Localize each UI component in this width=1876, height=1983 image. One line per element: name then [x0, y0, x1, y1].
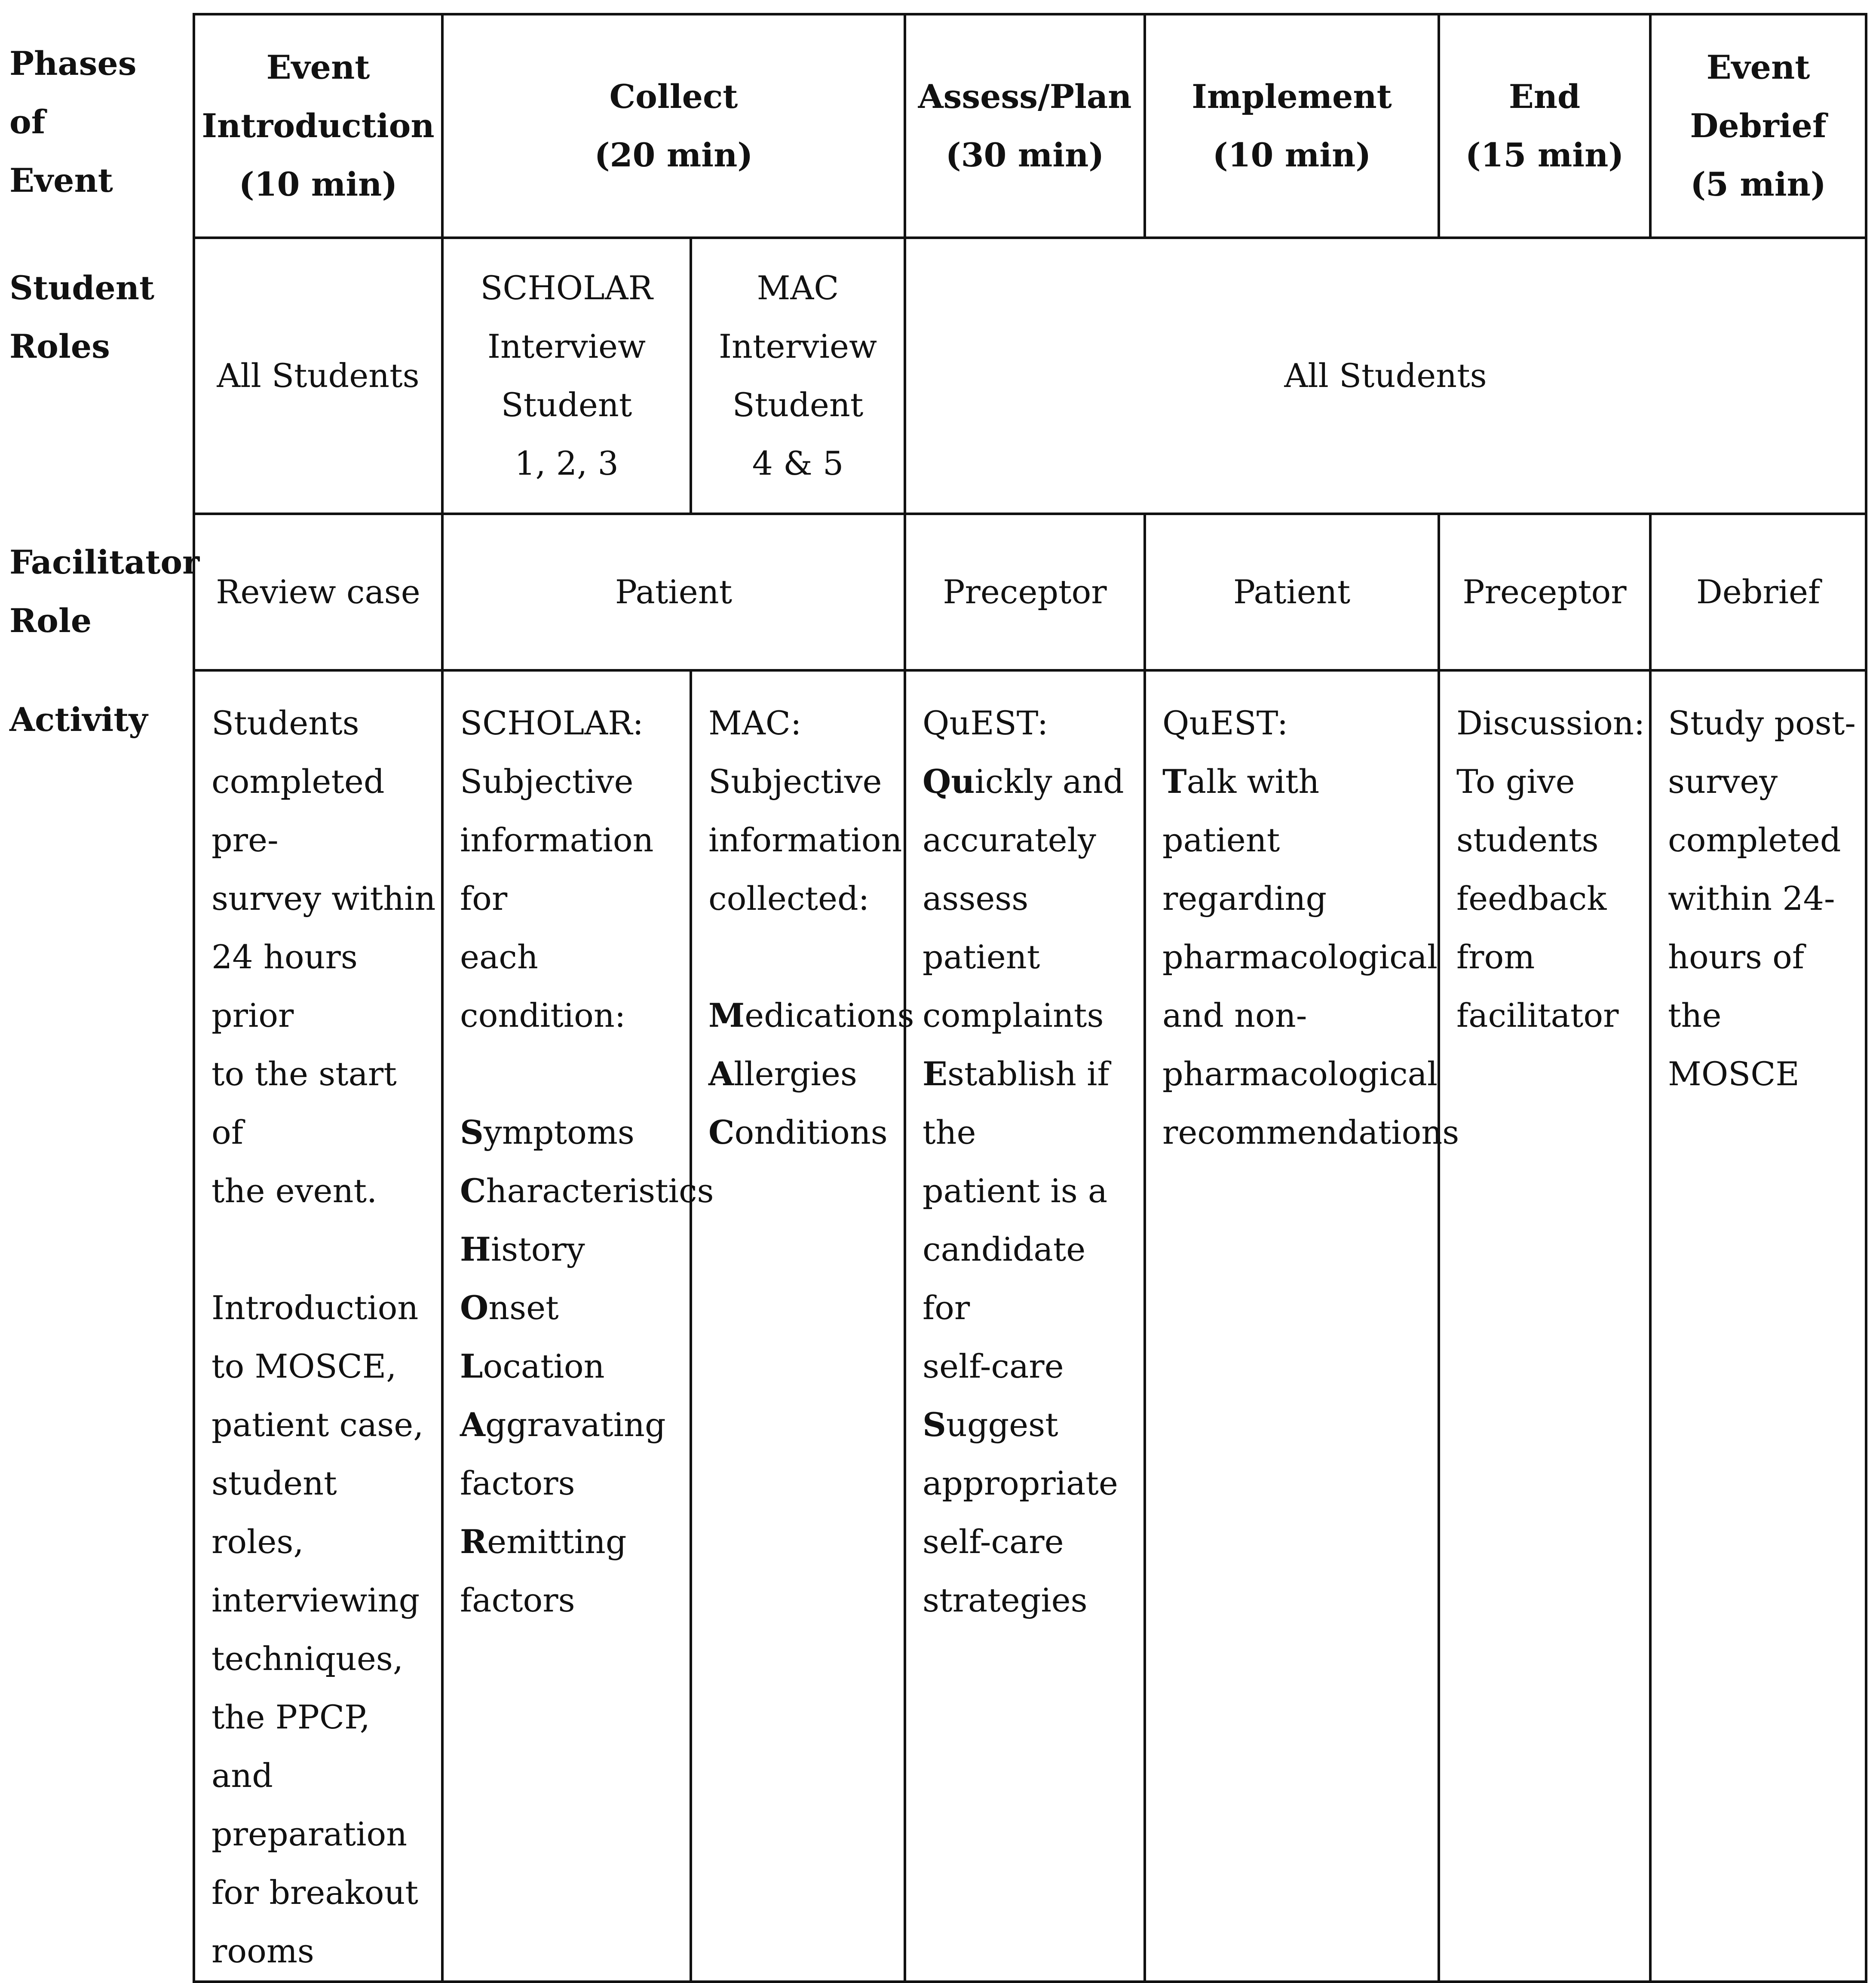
activity-debrief-line: hours of the: [1668, 938, 1805, 1034]
activity-scholar-line: information for: [460, 821, 654, 918]
mac-mnemonic-item: Medications: [708, 996, 914, 1034]
scholar-mnemonic-item: Characteristics: [460, 1172, 714, 1210]
role-mac-line: 4 & 5: [752, 444, 844, 482]
activity-intro-cell: [194, 670, 442, 1982]
activity-end-line: feedback: [1456, 879, 1607, 918]
role-mac-cell: [691, 238, 905, 514]
quest-assess-line: self-care: [923, 1523, 1064, 1561]
activity-end-cell: [1439, 670, 1650, 1982]
role-scholar-line: Student: [501, 386, 632, 424]
facil-implement-text: Patient: [1233, 573, 1351, 611]
activity-assess-cell: [905, 670, 1145, 1982]
phase-intro-line: (10 min): [239, 165, 398, 203]
role-scholar-line: SCHOLAR: [480, 269, 653, 307]
row-label-student-roles: [9, 259, 181, 376]
activity-intro-line: survey within: [212, 879, 436, 918]
facil-debrief-text: Debrief: [1696, 573, 1821, 611]
row-label-roles-line: Student: [9, 269, 155, 307]
facil-collect-text: Patient: [615, 573, 733, 611]
activity-intro-line: patient case,: [212, 1406, 424, 1444]
activity-intro-line: student roles,: [212, 1464, 337, 1561]
activity-debrief-cell: [1650, 670, 1866, 1982]
scholar-mnemonic-item: factors: [460, 1581, 575, 1619]
facil-intro-cell: [194, 514, 442, 670]
activity-scholar-line: Subjective: [460, 762, 634, 801]
row-label-activity: [9, 691, 181, 749]
quest-assess-line: strategies: [923, 1581, 1088, 1619]
activity-mac-line: collected:: [708, 879, 870, 918]
role-rest-text: All Students: [1284, 356, 1487, 395]
row-label-roles-line: Roles: [9, 327, 110, 365]
quest-assess-line: QuEST:: [923, 704, 1048, 742]
facil-assess-cell: [905, 514, 1145, 670]
quest-assess-line: Quickly and: [923, 762, 1124, 801]
activity-intro-line: preparation: [212, 1815, 408, 1853]
quest-assess-line: Establish if the: [923, 1055, 1110, 1151]
activity-debrief-line: completed: [1668, 821, 1841, 859]
phase-intro-line: Event: [266, 48, 370, 86]
phase-end-line: (15 min): [1465, 136, 1624, 174]
activity-intro-line: for breakout: [212, 1873, 418, 1912]
phase-debrief-line: Debrief: [1690, 107, 1827, 145]
schedule-table: [193, 13, 1867, 1983]
phase-assess-line: Assess/Plan: [918, 77, 1132, 116]
activity-scholar-cell: [442, 670, 714, 1982]
phase-end-cell: [1439, 14, 1650, 238]
quest-implement-line: recommendations: [1162, 1113, 1459, 1151]
facilitator-row: [194, 514, 1866, 670]
phase-collect-cell: [442, 14, 905, 238]
mac-mnemonic-item: Conditions: [708, 1113, 888, 1151]
activity-intro-line: Introduction: [212, 1289, 419, 1327]
activity-implement-cell: [1145, 670, 1459, 1982]
row-label-facilitator-role: [9, 533, 200, 650]
phase-intro-line: Introduction: [202, 107, 435, 145]
row-label-activity-text: Activity: [9, 700, 148, 739]
activity-intro-line: to the start of: [212, 1055, 397, 1151]
scholar-mnemonic-item: factors: [460, 1464, 575, 1502]
facil-debrief-cell: [1650, 514, 1866, 670]
activity-scholar-line: SCHOLAR:: [460, 704, 644, 742]
scholar-mnemonic-item: Remitting: [460, 1523, 627, 1561]
phase-implement-line: (10 min): [1212, 136, 1371, 174]
phase-debrief-cell: [1650, 14, 1866, 238]
quest-implement-line: QuEST:: [1162, 704, 1288, 742]
activity-intro-line: 24 hours prior: [212, 938, 358, 1034]
quest-assess-line: assess patient: [923, 879, 1040, 976]
scholar-mnemonic-item: History: [460, 1230, 585, 1268]
quest-implement-line: pharmacological: [1162, 938, 1438, 976]
facil-assess-text: Preceptor: [943, 573, 1107, 611]
phase-end-line: End: [1508, 77, 1581, 116]
quest-assess-line: accurately: [923, 821, 1096, 859]
phases-row: [194, 14, 1866, 238]
role-scholar-cell: [442, 238, 691, 514]
role-mac-line: Interview: [718, 327, 877, 365]
activity-row: [194, 670, 1866, 1982]
facil-end-cell: [1439, 514, 1650, 670]
quest-implement-line: regarding: [1162, 879, 1327, 918]
activity-end-line: facilitator: [1456, 996, 1619, 1034]
row-label-phases: [9, 34, 178, 210]
student-roles-row: [194, 238, 1866, 514]
scholar-mnemonic-item: Aggravating: [460, 1406, 666, 1444]
row-label-phases-line: Event: [9, 161, 113, 200]
role-mac-line: MAC: [757, 269, 839, 307]
phase-collect-line: (20 min): [594, 136, 753, 174]
scholar-mnemonic-item: Location: [460, 1347, 605, 1385]
role-rest-cell: [905, 238, 1866, 514]
scholar-mnemonic-item: Symptoms: [460, 1113, 635, 1151]
facil-intro-text: Review case: [216, 573, 420, 611]
row-label-facilitator-line: Facilitator: [9, 543, 200, 581]
activity-intro-line: completed pre-: [212, 762, 385, 859]
quest-implement-line: and non-: [1162, 996, 1307, 1034]
quest-assess-line: patient is a: [923, 1172, 1108, 1210]
facil-end-text: Preceptor: [1462, 573, 1627, 611]
role-mac-line: Student: [732, 386, 864, 424]
role-scholar-line: Interview: [487, 327, 646, 365]
activity-mac-line: MAC:: [708, 704, 802, 742]
phase-assess-cell: [905, 14, 1145, 238]
phase-assess-line: (30 min): [945, 136, 1104, 174]
quest-assess-line: Suggest: [923, 1406, 1058, 1444]
row-label-phases-line: Phases of: [9, 44, 137, 141]
quest-assess-line: candidate for: [923, 1230, 1086, 1327]
phase-collect-line: Collect: [609, 77, 738, 116]
activity-intro-line: techniques,: [212, 1639, 404, 1678]
activity-mac-cell: [691, 670, 914, 1982]
activity-debrief-line: survey: [1668, 762, 1778, 801]
activity-end-line: from: [1456, 938, 1535, 976]
activity-end-line: To give: [1456, 762, 1575, 801]
phase-implement-cell: [1145, 14, 1439, 238]
role-scholar-line: 1, 2, 3: [515, 444, 619, 482]
phase-implement-line: Implement: [1192, 77, 1392, 116]
activity-mac-line: information: [708, 821, 902, 859]
phase-debrief-line: (5 min): [1690, 165, 1826, 203]
row-label-facilitator-line: Role: [9, 602, 92, 640]
quest-assess-line: appropriate: [923, 1464, 1118, 1502]
activity-intro-line: interviewing: [212, 1581, 420, 1619]
quest-implement-line: Talk with patient: [1162, 762, 1320, 859]
activity-intro-line: Students: [212, 704, 359, 742]
phase-intro-cell: [194, 14, 442, 238]
quest-assess-line: self-care: [923, 1347, 1064, 1385]
role-intro-text: All Students: [217, 356, 420, 395]
facil-collect-cell: [442, 514, 905, 670]
facil-implement-cell: [1145, 514, 1439, 670]
activity-debrief-line: Study post-: [1668, 704, 1856, 742]
activity-mac-line: Subjective: [708, 762, 882, 801]
scholar-mnemonic-item: Onset: [460, 1289, 559, 1327]
activity-debrief-line: within 24-: [1668, 879, 1835, 918]
activity-end-line: Discussion:: [1456, 704, 1645, 742]
mac-mnemonic-item: Allergies: [708, 1055, 857, 1093]
activity-debrief-line: MOSCE: [1668, 1055, 1799, 1093]
activity-intro-line: rooms: [212, 1932, 314, 1970]
quest-assess-line: complaints: [923, 996, 1104, 1034]
activity-intro-line: the PPCP, and: [212, 1698, 370, 1795]
phase-debrief-line: Event: [1706, 48, 1810, 86]
activity-scholar-line: each condition:: [460, 938, 626, 1034]
quest-implement-line: pharmacological: [1162, 1055, 1438, 1093]
role-intro-cell: [194, 238, 442, 514]
activity-intro-line: to MOSCE,: [212, 1347, 397, 1385]
activity-end-line: students: [1456, 821, 1599, 859]
activity-intro-line: the event.: [212, 1172, 377, 1210]
